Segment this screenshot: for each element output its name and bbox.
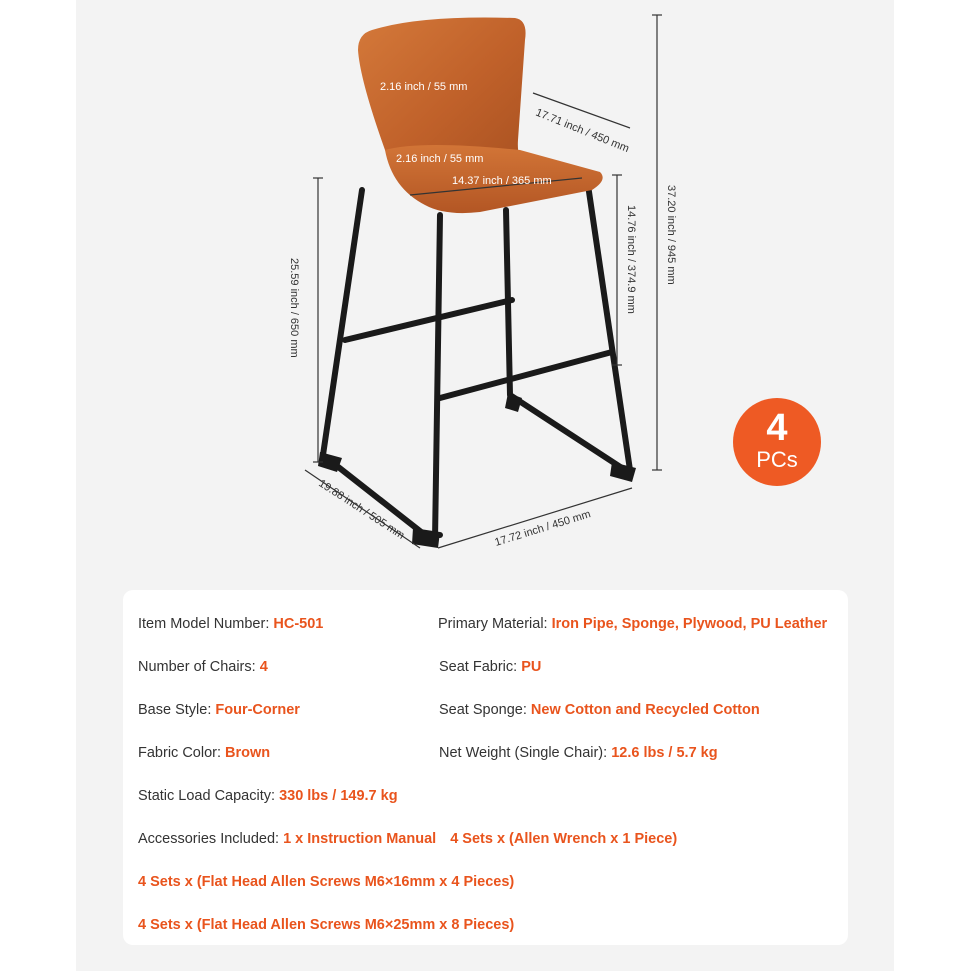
backrest-thickness-label: 2.16 inch / 55 mm [380,81,468,93]
spec-chairs-value: 4 [259,659,268,675]
spec-load-label: Static Load Capacity: [138,788,276,804]
spec-fabric-color [138,745,270,761]
spec-seat-sponge [439,702,760,718]
spec-net-weight-value: 12.6 lbs / 5.7 kg [611,745,718,761]
spec-accessory-line-4 [138,917,514,933]
base-width-label: 17.72 inch / 450 mm [493,508,593,549]
svg-text:2.16 inch / 55 mm [396,153,483,165]
spec-model-label: Item Model Number: [138,616,270,632]
svg-text:17.72 inch / 450 mm [493,508,592,549]
quantity-count: 4 [766,407,788,449]
spec-model [138,616,323,632]
seat-height-label: 25.59 inch / 650 mm [288,258,300,358]
seat-width-label: 14.37 inch / 365 mm [452,175,552,187]
spec-material-value: Iron Pipe, Sponge, Plywood, PU Leather [551,616,828,632]
accessory-item-2: 4 Sets x (Allen Wrench x 1 Piece) [450,831,678,847]
svg-text:37.20 inch / 945 mm [665,185,677,285]
spec-material-label: Primary Material: [438,616,548,632]
accessory-item-3: 4 Sets x (Flat Head Allen Screws M6×16mm x 4 Pieces) [138,874,515,890]
spec-seat-fabric-value: PU [521,659,542,675]
spec-load [138,788,398,804]
svg-text:14.37 inch / 365 mm [452,175,552,187]
spec-fabric-color-label: Fabric Color: [138,745,221,761]
spec-chairs-label: Number of Chairs: [138,659,256,675]
spec-seat-fabric [439,659,541,675]
specs-card [123,590,848,945]
spec-seat-sponge-value: New Cotton and Recycled Cotton [530,702,760,718]
spec-load-value: 330 lbs / 149.7 kg [279,788,398,804]
quantity-badge [733,398,821,486]
backrest-height-label: 14.76 inch / 374.9 mm [625,205,637,314]
quantity-unit: PCs [756,447,798,472]
spec-accessories [138,831,677,847]
spec-base-style-label: Base Style: [138,702,212,718]
spec-net-weight [439,745,718,761]
spec-net-weight-label: Net Weight (Single Chair): [439,745,608,761]
svg-text:25.59 inch / 650 mm [288,258,300,358]
svg-text:2.16 inch / 55 mm [380,81,467,93]
spec-chairs [138,659,268,675]
spec-base-style-value: Four-Corner [215,702,300,718]
base-depth-label: 19.88 inch / 505 mm [316,477,407,542]
spec-model-value: HC-501 [273,616,324,632]
spec-base-style [138,702,300,718]
accessory-item-4: 4 Sets x (Flat Head Allen Screws M6×25mm x 8 Pieces) [138,917,515,933]
seat-depth-label: 17.71 inch / 450 mm [533,106,631,156]
accessory-item-1: 1 x Instruction Manual [283,831,437,847]
spec-fabric-color-value: Brown [225,745,271,761]
spec-material [438,616,827,632]
total-height-label: 37.20 inch / 945 mm [665,185,677,285]
chair-feet [318,393,636,548]
spec-seat-fabric-label: Seat Fabric: [439,659,518,675]
chair-frame [323,185,630,540]
spec-accessories-label: Accessories Included: [138,831,280,847]
spec-seat-sponge-label: Seat Sponge: [439,702,527,718]
svg-text:14.76 inch / 374.9 mm [625,205,637,314]
spec-accessory-line-3 [138,874,514,890]
svg-text:17.71 inch / 450 mm [534,107,631,155]
seat-thickness-label: 2.16 inch / 55 mm [396,153,484,165]
